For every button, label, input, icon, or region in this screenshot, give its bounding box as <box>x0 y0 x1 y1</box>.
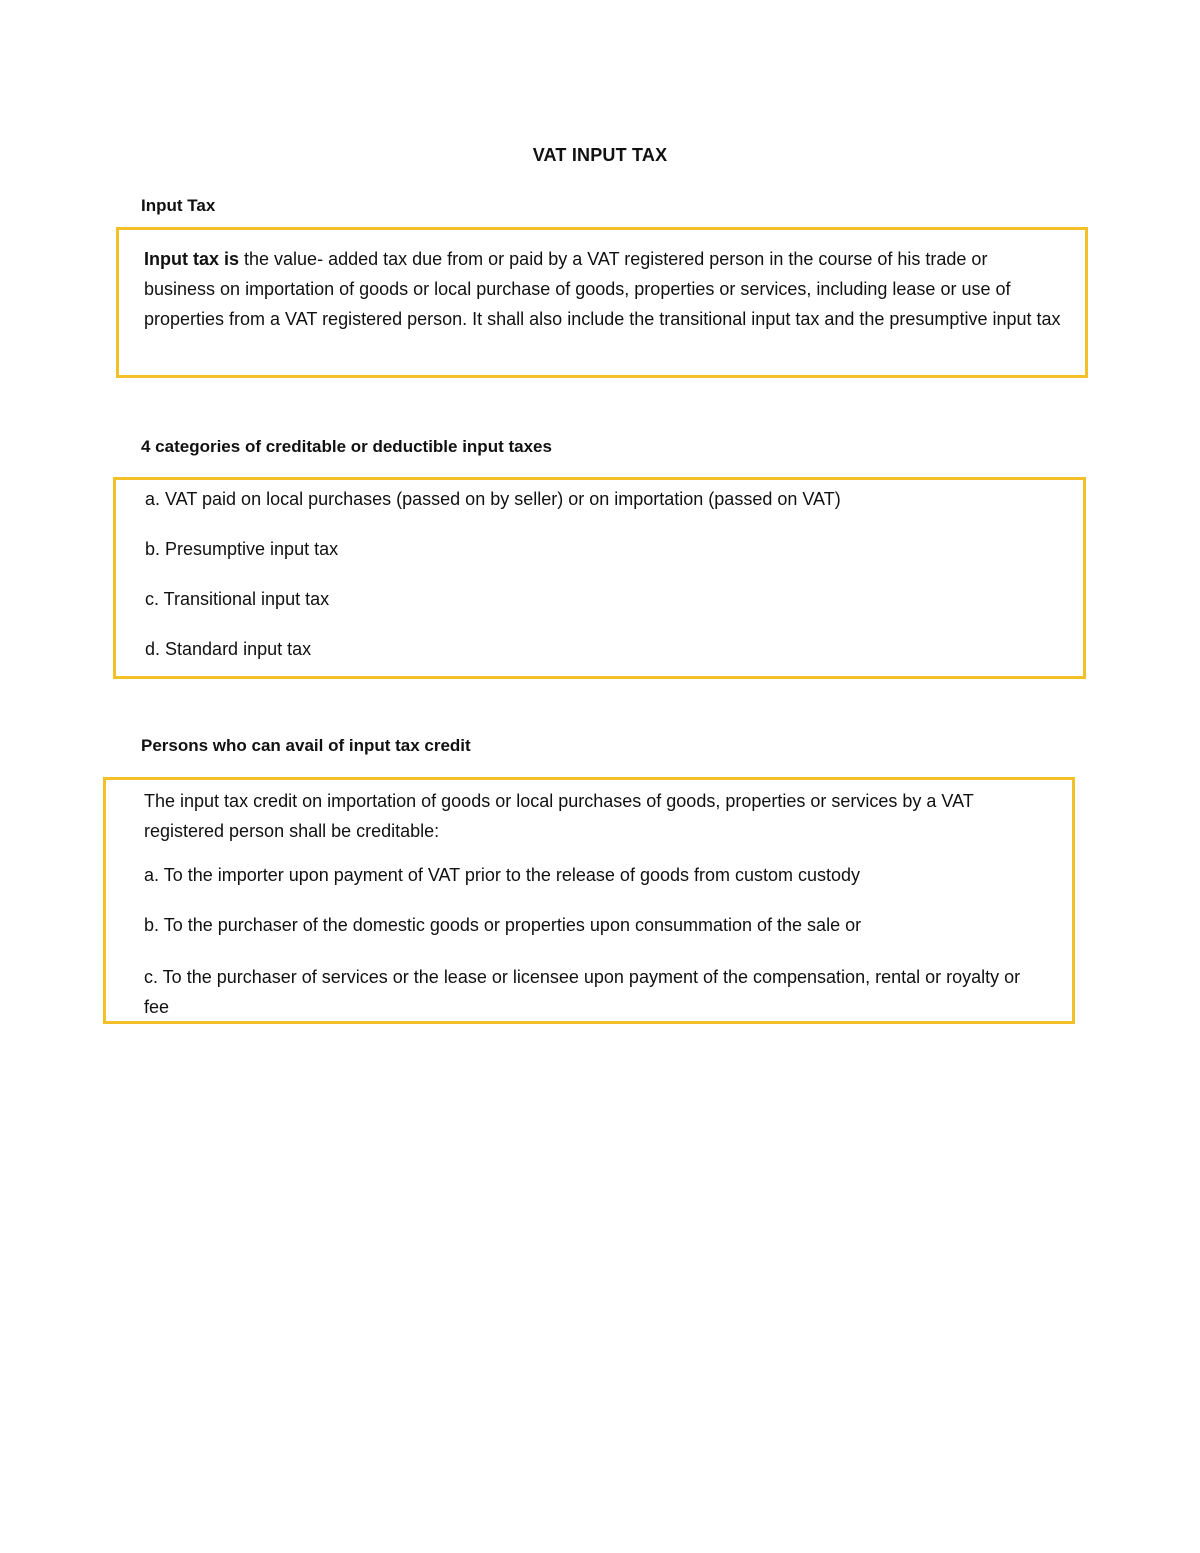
persons-item-b: b. To the purchaser of the domestic goods or properties upon consummation of the sale or <box>144 915 862 935</box>
input-tax-definition-box <box>116 227 1088 378</box>
categories-box <box>113 477 1086 679</box>
definition-term: Input tax is <box>144 249 240 269</box>
persons-item-c: c. To the purchaser of services or the lease or licensee upon payment of the compensation, rental or royalty or fee <box>144 967 1021 1017</box>
persons-box <box>103 777 1075 1024</box>
category-item-c: c. Transitional input tax <box>145 589 330 609</box>
input-tax-heading: Input Tax <box>141 196 216 215</box>
category-item-a: a. VAT paid on local purchases (passed on by seller) or on importation (passed on VAT) <box>145 489 841 509</box>
persons-item-a: a. To the importer upon payment of VAT prior to the release of goods from custom custody <box>144 865 861 885</box>
category-item-b: b. Presumptive input tax <box>145 539 339 559</box>
page-title: VAT INPUT TAX <box>532 145 668 165</box>
persons-intro: The input tax credit on importation of goods or local purchases of goods, properties or services by a VAT registered person shall be creditable: <box>144 791 974 841</box>
definition-text: the value- added tax due from or paid by a VAT registered person in the course of his trade or business on importation of goods or local purchase of goods, properties or services, including lease or use of properties from a VAT registered person. It shall also include the transitional input tax and the presumptive input tax <box>144 249 1061 329</box>
persons-heading: Persons who can avail of input tax credit <box>141 736 471 755</box>
categories-heading: 4 categories of creditable or deductible input taxes <box>141 437 552 456</box>
input-tax-definition <box>144 244 1063 334</box>
category-item-d: d. Standard input tax <box>145 639 312 659</box>
